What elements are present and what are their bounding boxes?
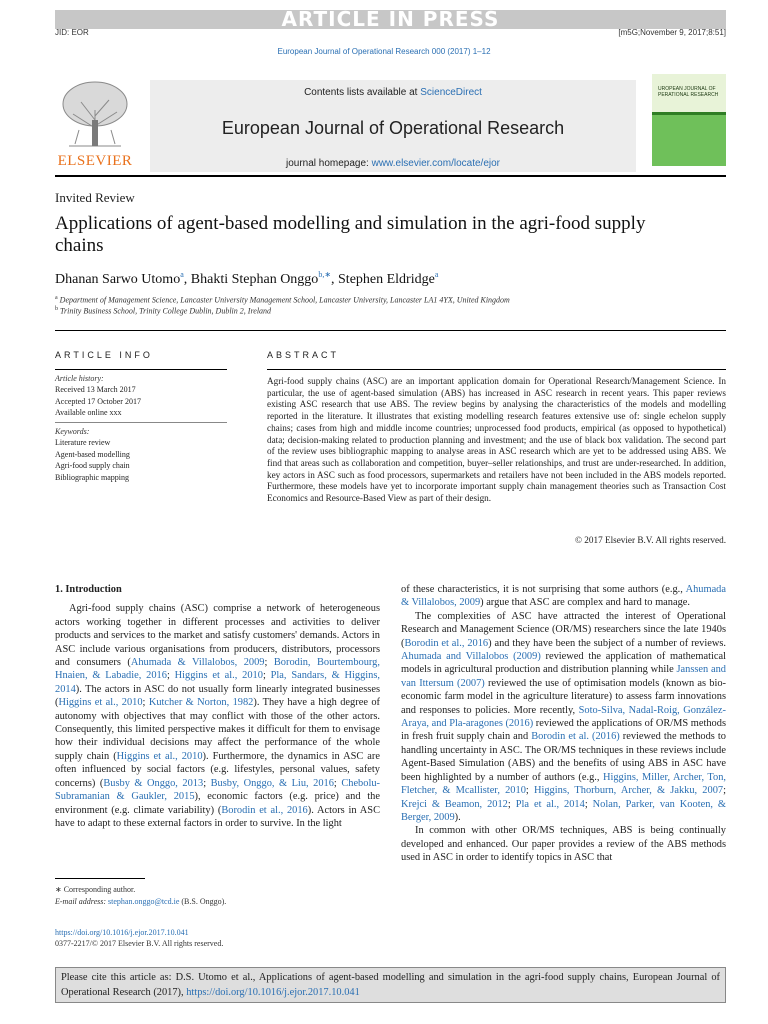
doi-line [55,928,189,937]
citation-link[interactable]: Higgins et al., 2010 [58,697,143,709]
journal-citation[interactable] [0,47,768,56]
author-name: Stephen Eldridge [338,272,435,287]
body-column-right [401,583,726,865]
abstract-copyright: © 2017 Elsevier B.V. All rights reserved. [575,535,726,545]
author-affiliation-ref[interactable]: b,∗ [318,270,332,279]
email-note: E-mail address: stephan.onggo@tcd.ie (B.S. Onggo). [55,897,227,906]
email-link[interactable]: stephan.onggo@tcd.ie [108,897,180,906]
text-run: reviewed the application of mathematical models in agricultural production and distribution planning while [401,651,727,676]
citation-link[interactable]: Pla et al., 2014 [515,798,585,810]
citation-link[interactable]: Higgins et al., 2010 [116,750,203,762]
keywords-label: Keywords: [55,427,90,436]
journal-cover-thumbnail[interactable] [652,74,726,166]
citation-link[interactable]: Janssen and van Ittersum (2007) [401,664,726,689]
paragraph [401,583,726,610]
text-run: ) argue that ASC are complex and hard to manage. [480,597,691,609]
cover-title: UROPEAN JOURNAL OF PERATIONAL RESEARCH [658,86,719,98]
text-run: ; [262,670,271,682]
author-list: Dhanan Sarwo Utomo$^a$, Bhakti Stephan Onggo$^{b,∗}$, Stephen Eldridge$^a$ [55,270,439,287]
article-info-heading: ARTICLE INFO [55,350,153,360]
header-divider [55,175,726,177]
citation-link[interactable]: Borodin et al., 2016 [221,804,308,816]
keyword: Agri-food supply chain [55,461,130,470]
text-run: Agri-food supply chains (ASC) comprise a network of heterogeneous actors working together in different processes and activities to deliver products and services to the market and satisfy customers' demands. Actors in ASC include various organisations from producers, distributors, processors and consumers ( [55,603,380,669]
text-run: reviewed the methods to handling uncertainty in ASC. The OR/MS techniques in these reviews include Agent-Based Simulation (ABS) and the benefits of using ABS in ASC have been highlighted by a number of authors (e.g., [401,731,726,783]
contents-line: Contents lists available at ScienceDirect [304,87,482,98]
citation-doi-link[interactable]: https://doi.org/10.1016/j.ejor.2017.10.041 [186,987,360,998]
text-run: ; [203,777,211,789]
citation-link[interactable]: Pla, Sandars, & Higgins, 2014 [55,670,380,695]
divider [55,330,726,331]
footnote-divider [55,878,145,879]
text-run: ; [333,777,342,789]
corresponding-author-note: ∗ Corresponding author. [55,885,136,894]
article-title: Applications of agent-based modelling and simulation in the agri-food supply chains [55,213,646,256]
tree-icon [59,80,131,148]
doi-link[interactable]: https://doi.org/10.1016/j.ejor.2017.10.041 [55,928,189,937]
article-in-press-banner: ARTICLE IN PRESS [55,10,726,29]
citation-link[interactable]: Borodin et al. (2016) [531,731,620,743]
issn-line: 0377-2217/© 2017 Elsevier B.V. All rights reserved. [55,939,224,948]
citation-link[interactable]: Soto-Silva, Nadal-Roig, González-Araya, and Pla-aragones (2016) [401,704,726,730]
citation-link[interactable]: Ahumada & Villalobos, 2009 [401,584,726,609]
abstract-heading: ABSTRACT [267,350,340,360]
citation-link[interactable]: Higgins et al., 2010 [174,670,263,682]
text-run: ). They have a high degree of autonomy with objectives that may conflict with those of the other actors. Consequently, this limited perspective makes it difficult for them to envisage how their individual decisions may affect the performance of the whole supply chain ( [55,697,380,762]
history-label: Article history: [55,374,104,383]
citation-link[interactable]: Higgins, Miller, Archer, Ton, Fletcher, & Mcallister, 2010 [401,771,726,797]
text-run: ; [584,798,593,810]
keyword: Agent-based modelling [55,449,130,459]
affiliation: $^b$ Trinity Business School, Trinity College Dublin, Dublin 2, Ireland [55,306,272,316]
history-item: Accepted 17 October 2017 [55,396,141,406]
text-run: The complexities of ASC have attracted the interest of Operational Research and Management Science (OR/MS) researchers since the late 1940s ( [401,610,726,649]
history-item: Available online xxx [55,408,122,417]
history-item: Received 13 March 2017 [55,385,136,394]
citation-link[interactable]: Ahumada & Villalobos, 2009 [130,657,265,669]
paragraph [55,602,380,830]
citation-box: Please cite this article as: D.S. Utomo et al., Applications of agent-based modelling and simulation in the agri-food supply chains, European Journal of Operational Research (2017), https://doi.org/10.1016/j.ejor.2017.10.041 [55,967,726,1003]
homepage-line: journal homepage: www.elsevier.com/locate/ejor [285,158,500,169]
journal-citation-link[interactable]: European Journal of Operational Research 000 (2017) 1–12 [277,47,491,56]
text-run: ; [166,670,175,682]
text-run: ), economic factors (e.g. price) and the environment (e.g. climate variability) ( [55,791,380,816]
text-run: ). [454,811,461,823]
text-run: ) and they have been the subject of a number of reviews. [488,637,726,649]
text-run: reviewed the applications of OR/MS methods in fresh fruit supply chain and [401,718,726,743]
text-run: ). Furthermore, the dynamics in ASC are often influenced by social factors (e.g. lifestyles, personal values, safety concerns) ( [55,750,380,789]
citation-link[interactable]: Borodin et al., 2016 [404,637,489,649]
citation-link[interactable]: Ahumada and Villalobos (2009) [401,651,541,663]
citation-link[interactable]: Busby, Onggo, & Liu, 2016 [210,777,334,789]
text-run: ; [142,697,149,709]
jid-label: JID: EOR [55,28,89,37]
author-affiliation-ref[interactable]: a [180,270,184,279]
paragraph [401,824,726,864]
elsevier-wordmark: ELSEVIER [57,153,133,169]
body-column-left [55,583,380,830]
text-run: ; [507,798,516,810]
text-run: In common with other OR/MS techniques, ABS is being continually developed and enhanced. Our paper provides a review of the ABS methods used in ASC in order to identify topics in ASC that [401,825,726,864]
journal-header-box [150,80,636,172]
text-run: ; [723,785,726,797]
author-name: Dhanan Sarwo Utomo [55,272,181,287]
date-stamp: [m5G;November 9, 2017;8:51] [618,28,726,37]
text-run: ; [264,657,274,669]
sciencedirect-link[interactable]: ScienceDirect [420,87,482,98]
abstract-body: Agri-food supply chains (ASC) are an important application domain for Operational Research/Management Science. In particular, the use of agent-based simulation (ABS) has increased in ASC research in recent years. This paper reviews existing ASC research that use ABS. The review begins by analysing the characteristics of the models and modelling reported in the literature. It illustrates that existing modelling research features extensive use of: single echelon supply chains; cases from high and middle income countries; unprocessed food products, empirical (as opposed to hypothetical) data; decision-making related to production planning and investment; and the use of black box validation. The second part of the review uses bibliographic mapping to analyse areas in ASC research which are yet to be addressed using ABS. We find that areas such as collaboration and competition, buyer–seller relationships, and trust are under-researched. In addition, key actors in ASC such as food processors, supermarkets and retailers have not been included in the ABS models reported. Furthermore, these models have yet to incorporate important supply chain management theories such as Transaction Cost Economics and Resource-Based View as part of their design. [267,376,726,504]
citation-link[interactable]: Higgins, Thorburn, Archer, & Jakku, 2007 [533,785,724,797]
keyword: Literature review [55,438,111,447]
journal-header [55,74,726,172]
keyword: Bibliographic mapping [55,472,129,482]
citation-link[interactable]: Chebolu-Subramanian & Gaukler, 2015 [55,777,380,803]
citation-link[interactable]: Borodin, Bourtembourg, Hnaien, & Labadie, 2016 [55,657,380,682]
article-type: Invited Review [55,190,135,205]
citation-link[interactable]: Nolan, Parker, van Kooten, & Berger, 2009 [401,798,727,823]
paragraph [401,610,726,825]
text-run: ; [525,785,534,797]
text-run: ). The actors in ASC do not usually form linearly integrated businesses ( [55,683,380,709]
elsevier-logo [55,80,135,172]
author-affiliation-ref[interactable]: a [434,270,439,279]
journal-name: European Journal of Operational Research [221,118,565,138]
citation-link[interactable]: Kutcher & Norton, 1982 [148,697,254,709]
text-run: ). Actors in ASC have to adapt to these external factors in order to survive. In the light [55,804,381,829]
text-run: of these characteristics, it is not surprising that some authors (e.g., [401,584,686,595]
homepage-link[interactable]: www.elsevier.com/locate/ejor [371,158,500,169]
affiliation: $^a$ Department of Management Science, Lancaster University Management School, Lancaster University, Lancaster LA1 4YX, United Kingdom [55,295,510,305]
citation-link[interactable]: Busby & Onggo, 2013 [103,777,204,789]
text-run: reviewed the use of optimisation models (known as bio-economic farm model in the agriculture literature) to assess farm innovations and responses to policies. More recently, [401,677,726,716]
section-heading: 1. Introduction [55,584,122,595]
author-name: Bhakti Stephan Onggo [190,272,319,287]
citation-link[interactable]: Krejci & Beamon, 2012 [401,798,508,810]
